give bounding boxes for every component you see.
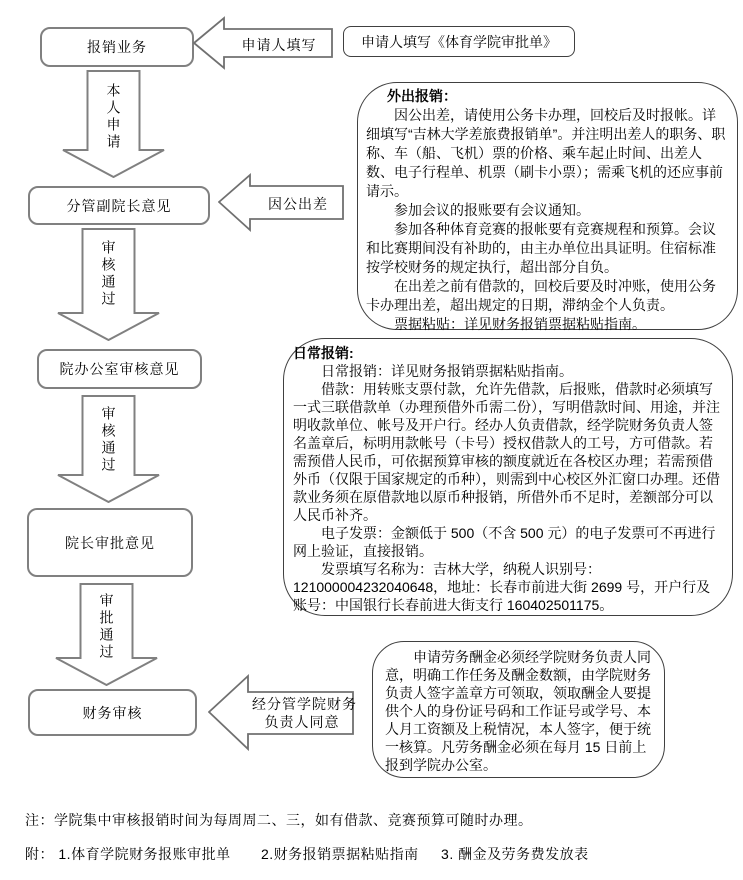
daily-box-paragraph: 借款：用转账支票付款，允许先借款，后报账，借款时必须填写一式三联借款单（办理预借外币需二份），写明借款时间、用途，并注明收款单位、帐号及开户行。经办人负责借款，经学院财务负责人签名盖章后，标明用款帐号（卡号）授权借款人的工号，方可借款。若需预借人民币，可依据预算审核的额度就近在各校区办理；若需预借外币（仅限于国家规定的币种），则需到中心校区外汇窗口办理。还借款业务须在原借款地以原币种报销，所借外币不足时，差额部分可以人民币补齐。 — [293, 381, 720, 523]
arrow-review-pass-2-label: 审核通过 — [100, 406, 117, 474]
travel-box-paragraph: 在出差之前有借款的，回校后要及时冲账，使用公务卡办理出差，超出规定的日期，滞纳金个人负责。 — [366, 278, 716, 313]
arrow-self-apply-label: 本人申请 — [105, 83, 122, 151]
flow-box-reimbursement — [40, 27, 194, 67]
daily-reimbursement-box — [283, 338, 733, 616]
flow-box-dean-label: 院长审批意见 — [65, 534, 155, 551]
form-note-box — [343, 26, 575, 57]
flow-box-office — [37, 349, 202, 389]
labor-box-paragraph: 申请劳务酬金必须经学院财务负责人同意，明确工作任务及酬金数额，由学院财务负责人签字盖章方可领取，领取酬金人要提供个人的身份证号码和工作证号或学号、本人月工资额及上税情况，本人签字，便于统一核算。凡劳务酬金必须在每月 15 日前上报到学院办公室。 — [385, 649, 651, 773]
daily-box-paragraph: 发票填写名称为：吉林大学，纳税人识别号：121000004232040648，地址：长春市前进大街 2699 号，开户行及账号：中国银行长春前进大街支行 160402501175。 — [293, 561, 711, 613]
arrow-finance-agree — [208, 668, 357, 757]
flow-box-vice-dean — [28, 186, 210, 225]
arrow-approve-pass — [55, 583, 158, 686]
arrow-applicant-fill-label: 申请人填写 — [241, 37, 317, 53]
travel-box-paragraph: 票据粘贴：详见财务报销票据粘贴指南。 — [394, 316, 646, 332]
travel-box-paragraph: 因公出差，请使用公务卡办理，回校后及时报帐。详细填写“吉林大学差旅费报销单”。并注明出差人的职务、职称、车（船、飞机）票的价格、乘车起止时间、出差人数、电子行程单、机票（刷卡小票）；需乘飞机的还应事前请示。 — [366, 107, 726, 199]
note-line: 注：学院集中审核报销时间为每周周二、三，如有借款、竞赛预算可随时办理。 — [25, 812, 533, 828]
flow-box-finance — [28, 689, 197, 736]
travel-reimbursement-box — [357, 82, 738, 330]
flow-box-vice-dean-label: 分管副院长意见 — [66, 197, 172, 214]
arrow-review-pass-1 — [57, 228, 160, 341]
attachment-item-3: 3. 酬金及劳务费发放表 — [441, 846, 589, 862]
flow-box-office-label: 院办公室审核意见 — [59, 361, 180, 377]
daily-box-paragraph: 电子发票：金额低于 500（不含 500 元）的电子发票可不再进行网上验证，直接报销。 — [293, 525, 716, 559]
arrow-business-trip-label: 因公出差 — [268, 196, 328, 212]
form-note-label: 申请人填写《体育学院审批单》 — [361, 33, 557, 50]
attachments-line — [25, 844, 589, 864]
arrow-review-pass-2 — [57, 395, 160, 503]
arrow-finance-agree-label-line1: 经分管学院财务 — [252, 696, 357, 712]
travel-box-paragraph: 参加会议的报账要有会议通知。 — [394, 202, 590, 218]
arrow-applicant-fill — [193, 16, 333, 70]
arrow-approve-pass-label: 审批通过 — [98, 593, 115, 661]
arrow-review-pass-1-label: 审核通过 — [100, 240, 117, 308]
flow-box-finance-label: 财务审核 — [82, 704, 143, 721]
arrow-finance-agree-label-line2: 负责人同意 — [264, 714, 340, 730]
daily-box-title: 日常报销: — [293, 345, 354, 361]
attachments-prefix: 附： — [25, 846, 54, 862]
arrow-self-apply — [62, 70, 165, 178]
attachment-item-2: 2.财务报销票据粘贴指南 — [260, 846, 419, 862]
daily-box-paragraph: 日常报销：详见财务报销票据粘贴指南。 — [321, 363, 573, 379]
flow-box-dean — [27, 508, 193, 577]
labor-payment-box — [372, 641, 665, 778]
travel-box-title: 外出报销： — [387, 88, 457, 104]
travel-box-paragraph: 参加各种体育竞赛的报帐要有竞赛规程和预算。会议和比赛期间没有补助的，由主办单位出具证明。住宿标准按学校财务的规定执行，超出部分自负。 — [366, 221, 716, 275]
arrow-business-trip — [218, 171, 344, 234]
attachment-item-1: 1.体育学院财务报账审批单 — [58, 846, 231, 862]
flow-box-reimbursement-label: 报销业务 — [87, 39, 147, 55]
